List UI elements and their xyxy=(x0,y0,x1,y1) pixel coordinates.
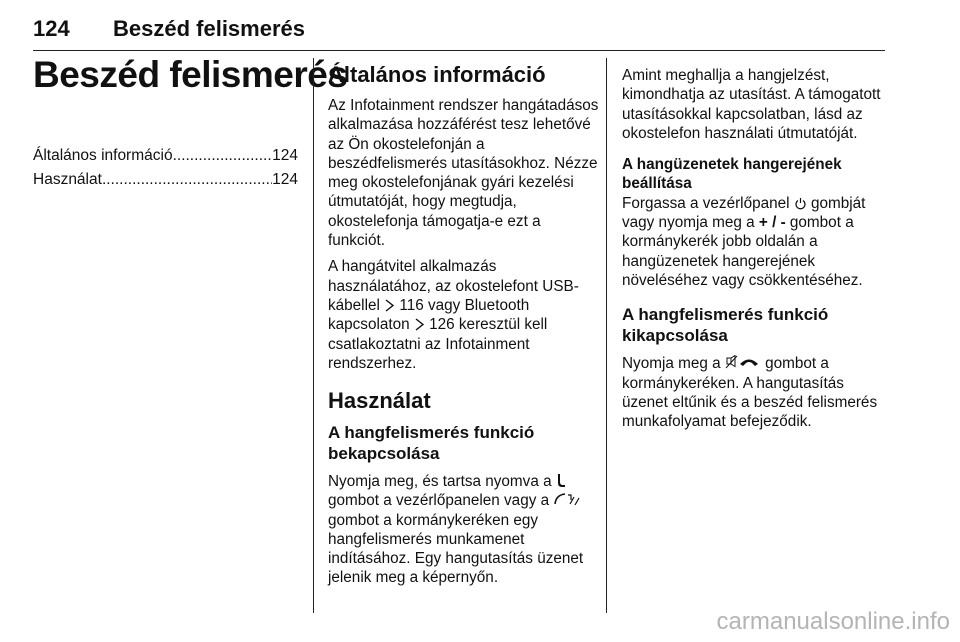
toc-label: Használat xyxy=(33,171,102,188)
column-divider xyxy=(606,58,607,613)
toc-label: Általános információ xyxy=(33,147,173,164)
toc-page: 124 xyxy=(272,147,298,164)
subheading-disable-voice: A hangfelismerés funkció kikapcsolása xyxy=(622,305,829,346)
toc-entry[interactable] xyxy=(33,168,298,192)
steering-phone-voice-icon xyxy=(553,492,583,507)
column-general-info xyxy=(328,62,600,380)
section-heading-general: Általános információ xyxy=(328,62,546,87)
disable-paragraph: Nyomja meg a gombot a kormánykeréken. A hangutasítás üzenet eltűnik és a beszéd felismerés munkafolyamat befejeződik. xyxy=(622,355,878,431)
page-ref-arrow-icon xyxy=(384,299,395,312)
table-of-contents xyxy=(33,144,298,192)
usage-paragraph-1: Nyomja meg, és tartsa nyomva a gombot a vezérlőpanelen vagy a gombot a kormánykeréken egy hangfelismerés munkamenet indításához. Egy hangutasítás üzenet jelenik meg a képernyőn. xyxy=(328,473,584,587)
section-heading-usage: Használat xyxy=(328,388,431,413)
page-number: 124 xyxy=(33,16,70,41)
volume-paragraph: Forgassa a vezérlőpanel gombját vagy nyomja meg a + / - gombot a kormánykerék jobb oldalán a hangüzenetek hangerejének növeléséhez vagy csökkentéséhez. xyxy=(622,194,866,289)
general-paragraph-2: A hangátvitel alkalmazás használatához, az okostelefont USB-kábellel 116 vagy Bluetooth kapcsolaton 126 keresztül kell csatlakoztatni az Infotainment rendszerhez. xyxy=(328,258,579,372)
right-paragraph-1: Amint meghallja a hangjelzést, kimondhatja az utasítást. A támogatott utasításokkal kapcsolatban, lásd az okostelefon használati útmutatóját. xyxy=(622,67,881,142)
toc-entry[interactable] xyxy=(33,144,298,168)
toc-page: 124 xyxy=(272,171,298,188)
watermark: carmanualsonline.info xyxy=(716,608,950,635)
toc-leader xyxy=(102,168,272,192)
toc-leader xyxy=(173,144,273,168)
page-header xyxy=(33,14,885,51)
running-title: Beszéd felismerés xyxy=(113,16,305,41)
voice-phone-icon xyxy=(556,473,567,488)
column-usage xyxy=(328,388,600,595)
subheading-enable-voice: A hangfelismerés funkció bekapcsolása xyxy=(328,423,535,463)
subheading-volume: A hangüzenetek hangerejének beállítása xyxy=(622,156,842,193)
general-paragraph-1: Az Infotainment rendszer hangátadásos alkalmazása hozzáférést tesz lehetővé az Ön okostelefonján a beszédfelismerés utasításokhoz. Nézze meg okostelefonjának gyári kezelési útmutatóját, hogy megtudja, okostelefonja támogatja-e ezt a funkciót. xyxy=(328,97,599,250)
column-divider xyxy=(313,58,314,613)
column-right xyxy=(622,66,890,438)
chapter-title: Beszéd felismerés xyxy=(33,54,348,95)
page-ref-arrow-icon xyxy=(414,318,425,331)
power-icon xyxy=(794,197,807,210)
mute-end-call-icon xyxy=(725,355,761,370)
